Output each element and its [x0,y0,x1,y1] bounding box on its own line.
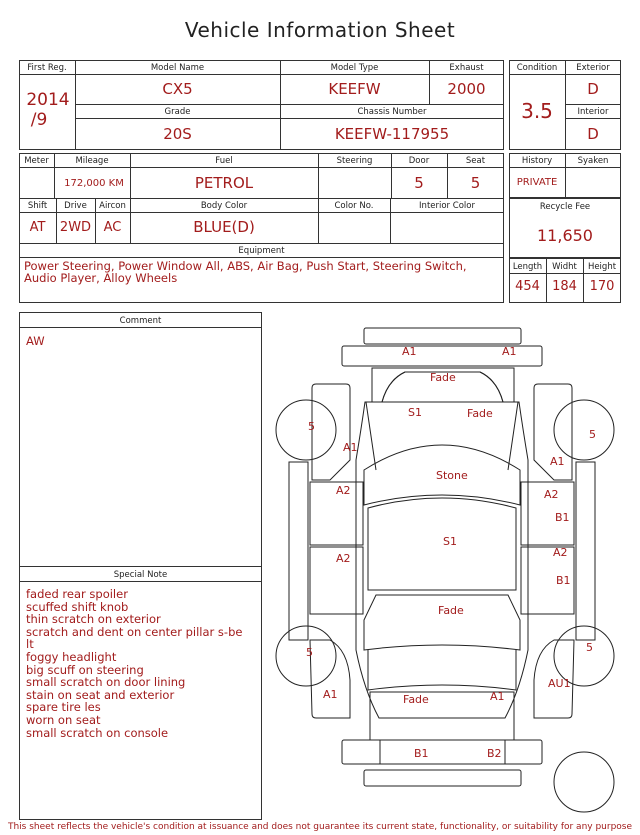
chassis-value: KEEFW-117955 [334,125,450,143]
rear-glass [364,595,520,650]
aircon-value: AC [103,220,122,235]
mark-au1-right-rear: AU1 [548,677,571,690]
fender-left-rear [310,640,350,718]
tire-rear-left [276,626,336,686]
history-label: History [521,156,553,166]
mark-tire-fl: 5 [308,420,315,433]
fender-left-front [312,384,350,480]
mark-fade-hood: Fade [467,407,493,420]
mark-tire-fr: 5 [589,428,596,441]
equipment-value: Power Steering, Power Window All, ABS, Air Bag, Push Start, Steering Switch, Audio Player, Alloy Wheels [24,259,467,285]
mark-s1-roof: S1 [443,535,457,548]
exterior-value: D [587,80,599,98]
mileage-value: 172,000 KM [64,178,124,189]
roof [368,498,516,590]
footer-disclaimer: This sheet reflects the vehicle's condition at issuance and does not guarantee its current state, functionality, or suitability for any purpose [7,822,633,832]
door-right-front [521,482,574,545]
model-name-label: Model Name [150,63,205,73]
width-label: Widht [552,262,577,272]
mark-a1-top-right: A1 [502,345,517,358]
fender-right-rear [534,640,574,718]
mark-a1-top-left: A1 [402,345,417,358]
chassis-label: Chassis Number [357,107,427,117]
width-value: 184 [552,279,577,294]
car-body-outline [356,402,528,718]
mark-fade-rear: Fade [403,693,429,706]
mark-b1-right-2: B1 [556,574,571,587]
interior-value: D [587,125,599,143]
fender-right-front [534,384,572,480]
comment-value: AW [26,334,45,348]
mark-a2-left-1: A2 [336,484,351,497]
rear-gate [370,692,514,740]
history-value: PRIVATE [516,177,558,188]
color-no-label: Color No. [334,201,374,211]
spare-tire [554,752,614,812]
body-color-label: Body Color [200,201,248,211]
mark-fade-top: Fade [430,371,456,384]
length-value: 454 [515,279,540,294]
seat-value: 5 [470,174,481,192]
mark-stone: Stone [436,469,468,482]
shift-value: AT [29,220,46,235]
seat-label: Seat [465,156,486,166]
shift-label: Shift [27,201,48,211]
mark-tire-rl: 5 [306,646,313,659]
steering-label: Steering [336,156,373,166]
rear-bar [364,770,521,786]
mark-tire-rr: 5 [586,641,593,654]
fuel-label: Fuel [215,156,233,166]
aircon-label: Aircon [99,201,126,211]
model-type-value: KEEFW [328,80,381,98]
mark-a1-left-rear: A1 [323,688,338,701]
grade-value: 20S [163,125,192,143]
rear-bumper [342,740,542,764]
mark-s1-top: S1 [408,406,422,419]
grade-label: Grade [164,107,191,117]
length-label: Length [512,262,543,272]
body-color-value: BLUE(D) [193,218,255,236]
special-note-label: Special Note [113,570,168,580]
mileage-label: Mileage [75,156,109,166]
tire-rear-right [554,626,614,686]
drive-label: Drive [64,201,87,211]
recycle-value: 11,650 [537,226,593,245]
fuel-value: PETROL [194,174,254,192]
door-label: Door [408,156,430,166]
top-bar [364,328,521,344]
meter-label: Meter [24,156,49,166]
first-reg-label: First Reg. [27,63,67,73]
mark-fade-roof: Fade [438,604,464,617]
recycle-label: Recycle Fee [539,202,591,212]
page-title: Vehicle Information Sheet [184,18,456,42]
drive-value: 2WD [59,220,92,235]
interior-label: Interior [577,107,609,117]
height-label: Height [587,262,617,272]
mark-a1-left-front: A1 [343,441,358,454]
mark-b1-right-1: B1 [555,511,570,524]
mark-a1-rear: A1 [490,690,505,703]
rear-window [372,368,514,402]
exhaust-value: 2000 [447,80,486,98]
mark-a2-left-2: A2 [336,552,351,565]
mark-b2-bumper: B2 [487,747,502,760]
exterior-label: Exterior [576,63,610,73]
tire-front-right [554,400,614,460]
height-value: 170 [589,279,615,294]
model-type-label: Model Type [330,63,379,73]
door-left-rear [310,547,363,614]
condition-value: 3.5 [521,99,553,123]
first-reg-month: /9 [30,110,48,130]
interior-color-label: Interior Color [419,201,475,211]
equipment-label: Equipment [238,246,285,256]
windshield [364,445,520,505]
first-reg-year: 2014 [26,90,70,110]
mark-a1-right-front: A1 [550,455,565,468]
mark-a2-right-2: A2 [553,546,568,559]
exhaust-label: Exhaust [449,63,484,73]
model-name-value: CX5 [162,80,193,98]
special-note-text: faded rear spoiler scuffed shift knob thin scratch on exterior scratch and dent on center pillar s-be lt foggy headlight big scuff on steering small scratch on door lining stain on seat and exterior spare tire les worn on seat small scratch on console [26,587,243,740]
top-bar-lower [342,346,542,366]
door-left-front [310,482,363,545]
door-value: 5 [414,174,424,192]
mark-a2-right-1: A2 [544,488,559,501]
tire-front-left [276,400,336,460]
mark-b1-bumper: B1 [414,747,429,760]
syaken-label: Syaken [577,156,609,166]
door-right-rear [521,547,574,614]
condition-label: Condition [516,63,558,73]
comment-label: Comment [119,316,162,326]
